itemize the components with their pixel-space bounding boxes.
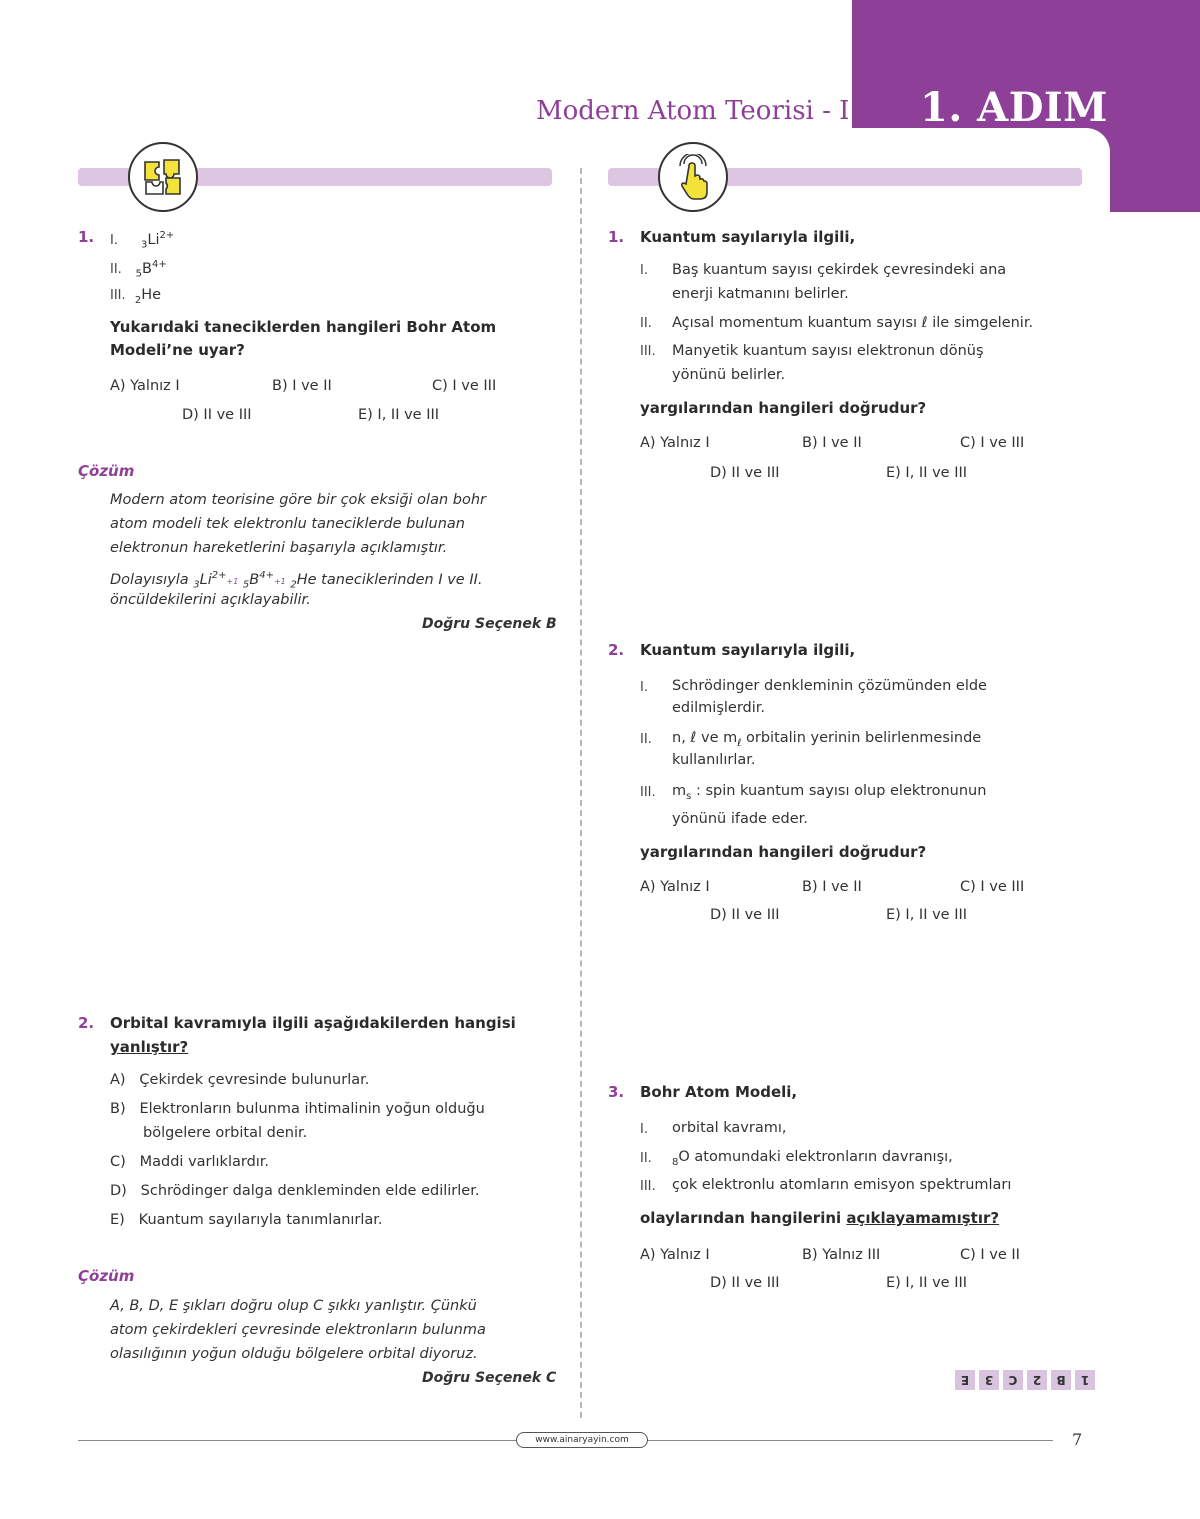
option-b[interactable]: B) I ve II	[802, 879, 862, 895]
option-e[interactable]: E) I, II ve III	[886, 1275, 968, 1291]
statement-text: edilmişlerdir.	[672, 700, 766, 716]
item-ii: II. $_5B^{4+}$	[110, 259, 167, 280]
option-b[interactable]: B) I ve II	[802, 435, 862, 451]
solution-text: elektronun hareketlerini başarıyla açıklamıştır.	[110, 540, 448, 556]
solution-label: Çözüm	[78, 1267, 135, 1285]
answer-key-cell: 3	[979, 1370, 999, 1390]
option-d[interactable]: D) II ve III	[710, 465, 780, 481]
option-c[interactable]: C) I ve II	[960, 1247, 1020, 1263]
option-d[interactable]: D) II ve III	[182, 407, 252, 423]
option-d[interactable]: D) II ve III	[710, 907, 780, 923]
option-b[interactable]: B) Yalnız III	[802, 1247, 881, 1263]
statement-text: Açısal momentum kuantum sayısı ℓ ile simgelenir.	[672, 315, 1034, 331]
question-number: 2.	[608, 641, 625, 659]
solution-text: öncüldekilerini açıklayabilir.	[110, 592, 311, 608]
option-e[interactable]: E) I, II ve III	[358, 407, 440, 423]
option-a[interactable]: A) Yalnız I	[640, 435, 710, 451]
answer-key-cell: E	[955, 1370, 975, 1390]
question-stem: Yukarıdaki taneciklerden hangileri Bohr Atom	[110, 318, 497, 336]
statement-i: I.	[640, 263, 648, 278]
option-c[interactable]: C) I ve III	[432, 378, 497, 394]
statement-ii: II.	[640, 316, 652, 331]
question-number: 3.	[608, 1083, 625, 1101]
solution-text: Dolayısıyla $_3Li^{2+}+1$ $_5B^{4+}+1$ $_2$He taneciklerinden I ve II.	[110, 570, 483, 591]
correct-answer: Doğru Seçenek C	[422, 1370, 557, 1386]
solution-text: A, B, D, E şıkları doğru olup C şıkkı yanlıştır. Çünkü	[110, 1298, 477, 1314]
option-e[interactable]: E) I, II ve III	[886, 907, 968, 923]
option-c[interactable]: C) I ve III	[960, 435, 1025, 451]
solution-text: atom çekirdekleri çevresinde elektronların bulunma	[110, 1322, 486, 1338]
question-stem: Modeli’ne uyar?	[110, 341, 245, 359]
option-a[interactable]: A) Yalnız I	[640, 1247, 710, 1263]
option-c[interactable]: C) I ve III	[960, 879, 1025, 895]
question-stem: Orbital kavramıyla ilgili aşağıdakilerden hangisi	[110, 1014, 516, 1032]
question-stem: Bohr Atom Modeli,	[640, 1083, 798, 1101]
question-ask: yargılarından hangileri doğrudur?	[640, 843, 927, 861]
step-title: 1. ADIM	[920, 84, 1108, 131]
correct-answer: Doğru Seçenek B	[422, 616, 557, 632]
solution-text: Modern atom teorisine göre bir çok eksiği olan bohr	[110, 492, 486, 508]
statement-text: yönünü belirler.	[672, 367, 786, 383]
solution-text: olasılığının yoğun olduğu bölgelere orbital diyoruz.	[110, 1346, 478, 1362]
question-stem: yanlıştır?	[110, 1038, 189, 1056]
option-b[interactable]: B) I ve II	[272, 378, 332, 394]
option-e[interactable]: E) I, II ve III	[886, 465, 968, 481]
page-number: 7	[1072, 1430, 1083, 1449]
option-a[interactable]: A) Yalnız I	[110, 378, 180, 394]
solution-text: atom modeli tek elektronlu taneciklerde bulunan	[110, 516, 465, 532]
statement-text: $_8$O atomundaki elektronların davranışı,	[672, 1149, 953, 1168]
statement-text: çok elektronlu atomların emisyon spektrumları	[672, 1177, 1012, 1193]
statement-text: yönünü ifade eder.	[672, 811, 808, 827]
statement-ii: II.	[640, 732, 652, 747]
footer-url: www.ainaryayin.com	[516, 1432, 648, 1448]
choice-d[interactable]: D) Schrödinger dalga denkleminden elde edilirler.	[110, 1183, 480, 1199]
choice-b-cont: bölgelere orbital denir.	[143, 1125, 308, 1141]
statement-text: Baş kuantum sayısı çekirdek çevresindeki ana	[672, 262, 1007, 278]
answer-key-cell: 2	[1027, 1370, 1047, 1390]
choice-b[interactable]: B) Elektronların bulunma ihtimalinin yoğun olduğu	[110, 1101, 485, 1117]
statement-text: $m_s$ : spin kuantum sayısı olup elektronunun	[672, 783, 987, 802]
question-number: 1.	[78, 228, 95, 246]
question-number: 2.	[78, 1014, 95, 1032]
statement-i: I.	[640, 680, 648, 695]
question-ask: olaylarından hangilerini açıklayamamıştır?	[640, 1209, 1000, 1227]
page-title: Modern Atom Teorisi - I	[536, 96, 850, 126]
statement-text: kullanılırlar.	[672, 752, 756, 768]
statement-text: Manyetik kuantum sayısı elektronun dönüş	[672, 343, 984, 359]
option-a[interactable]: A) Yalnız I	[640, 879, 710, 895]
answer-key	[955, 1370, 1095, 1390]
choice-e[interactable]: E) Kuantum sayılarıyla tanımlanırlar.	[110, 1212, 383, 1228]
touch-hand-icon	[658, 142, 728, 212]
question-stem: Kuantum sayılarıyla ilgili,	[640, 228, 856, 246]
puzzle-icon	[128, 142, 198, 212]
choice-c[interactable]: C) Maddi varlıklardır.	[110, 1154, 270, 1170]
statement-iii: III.	[640, 1179, 656, 1194]
question-number: 1.	[608, 228, 625, 246]
column-divider	[580, 168, 582, 1418]
question-ask: yargılarından hangileri doğrudur?	[640, 399, 927, 417]
statement-iii: III.	[640, 785, 656, 800]
statement-ii: II.	[640, 1151, 652, 1166]
item-i: I. $_3Li^{2+}$	[110, 230, 175, 251]
choice-a[interactable]: A) Çekirdek çevresinde bulunurlar.	[110, 1072, 370, 1088]
answer-key-cell: C	[1003, 1370, 1023, 1390]
statement-text: n, ℓ ve $m_\ell$ orbitalin yerinin belirlenmesinde	[672, 730, 982, 749]
answer-key-cell: B	[1051, 1370, 1071, 1390]
item-iii: III. $_2$He	[110, 287, 162, 306]
solution-label: Çözüm	[78, 462, 135, 480]
question-stem: Kuantum sayılarıyla ilgili,	[640, 641, 856, 659]
answer-key-cell: 1	[1075, 1370, 1095, 1390]
option-d[interactable]: D) II ve III	[710, 1275, 780, 1291]
statement-text: orbital kavramı,	[672, 1120, 787, 1136]
statement-text: enerji katmanını belirler.	[672, 286, 849, 302]
statement-iii: III.	[640, 344, 656, 359]
statement-i: I.	[640, 1122, 648, 1137]
statement-text: Schrödinger denkleminin çözümünden elde	[672, 678, 987, 694]
